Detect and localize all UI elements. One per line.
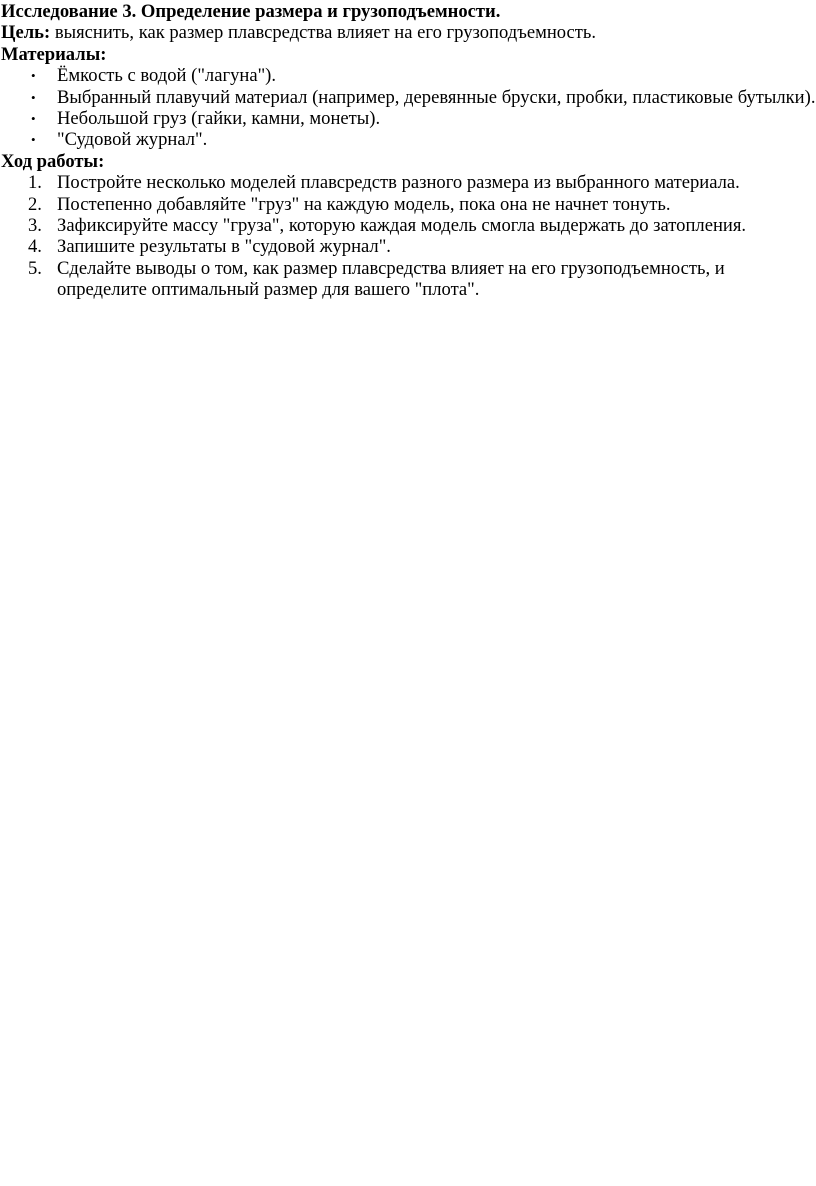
list-item: [1, 194, 816, 215]
materials-item-text: Выбранный плавучий материал (например, деревянные бруски, пробки, пластиковые бутылки).: [57, 86, 816, 108]
document-title: Исследование 3. Определение размера и грузоподъемности.: [1, 1, 501, 22]
materials-item-text: Небольшой груз (гайки, камни, монеты).: [57, 108, 381, 130]
step-number: 4.: [28, 236, 42, 258]
step-number: 3.: [28, 215, 42, 237]
bullet-icon: •: [31, 89, 36, 105]
step-text: Постройте несколько моделей плавсредств разного размера из выбранного материала.: [57, 172, 740, 194]
step-number: 1.: [28, 172, 42, 194]
goal-label: Цель:: [1, 22, 51, 44]
step-text: Постепенно добавляйте "груз" на каждую модель, пока она не начнет тонуть.: [57, 193, 671, 215]
list-item: [1, 108, 816, 129]
bullet-icon: •: [31, 132, 36, 148]
list-item: [1, 258, 816, 301]
list-item: [1, 87, 816, 108]
list-item: [1, 215, 816, 236]
list-item: [1, 172, 816, 193]
materials-item-text: "Судовой журнал".: [57, 129, 208, 151]
bullet-icon: •: [31, 68, 36, 84]
list-item: [1, 236, 816, 257]
procedure-heading: Ход работы:: [1, 150, 105, 172]
step-number: 5.: [28, 257, 42, 279]
list-item: [1, 65, 816, 86]
procedure-list: [1, 172, 816, 300]
goal-text: выяснить, как размер плавсредства влияет на его грузоподъемность.: [50, 22, 597, 44]
materials-heading: Материалы:: [1, 43, 107, 65]
step-text: Запишите результаты в "судовой журнал".: [57, 236, 391, 258]
list-item: [1, 129, 816, 150]
document-body: [0, 0, 816, 301]
bullet-icon: •: [31, 111, 36, 127]
materials-list: [1, 65, 816, 151]
step-number: 2.: [28, 193, 42, 215]
goal-paragraph: [1, 22, 816, 43]
materials-item-text: Ёмкость с водой ("лагуна").: [57, 65, 277, 87]
step-text: Зафиксируйте массу "груза", которую каждая модель смогла выдержать до затопления.: [57, 215, 747, 237]
step-text: Сделайте выводы о том, как размер плавсредства влияет на его грузоподъемность, и определите оптимальный размер для вашего "плота".: [57, 257, 725, 301]
